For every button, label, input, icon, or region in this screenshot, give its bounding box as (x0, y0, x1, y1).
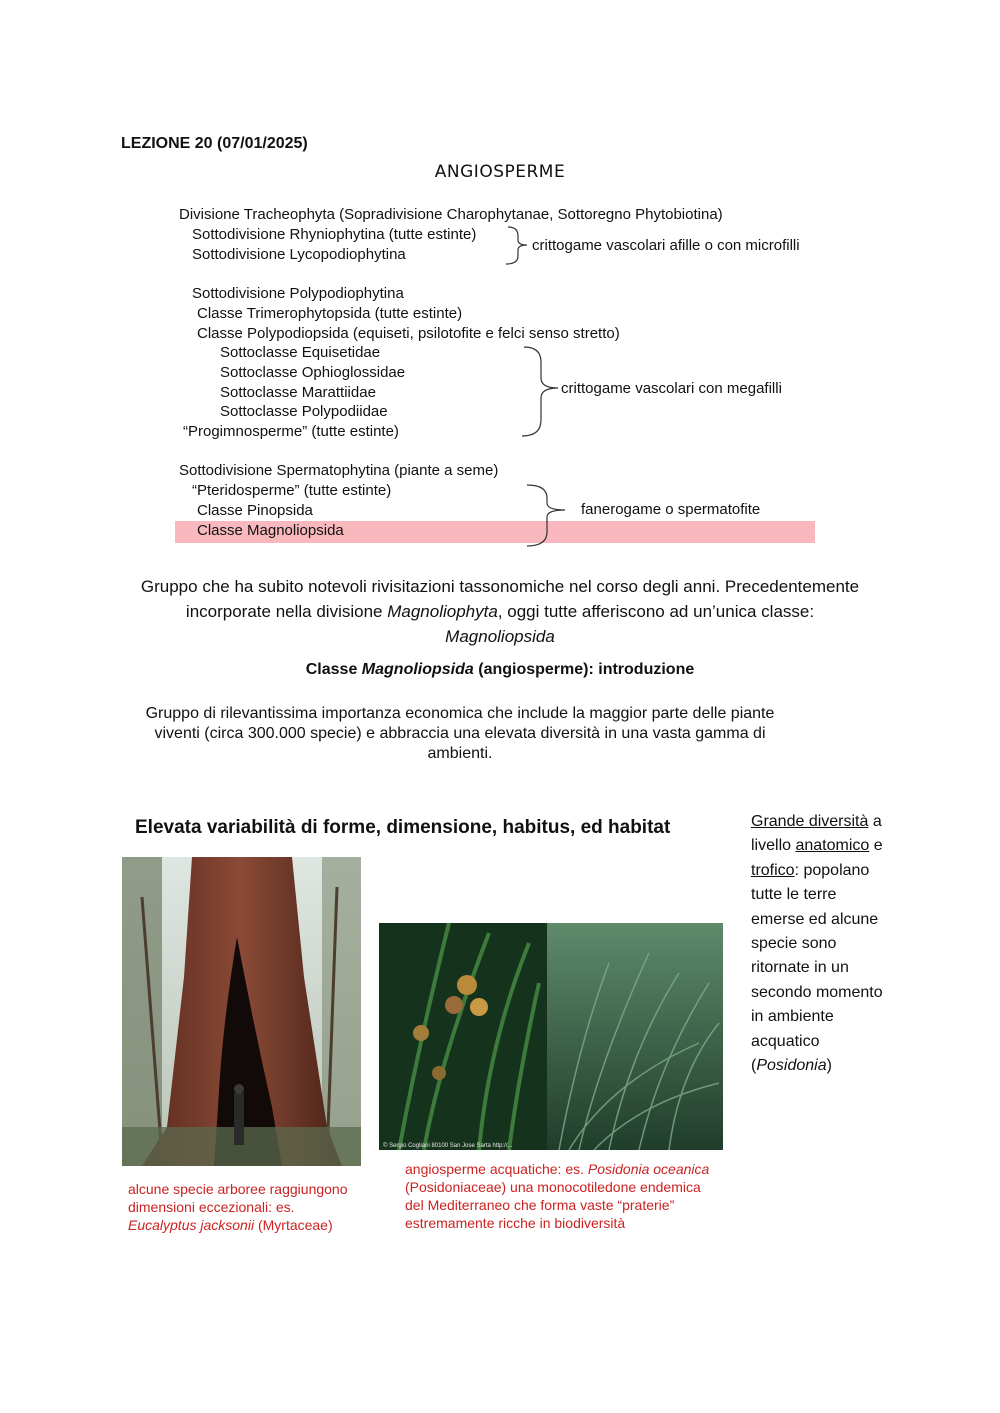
tax-line: Classe Trimerophytopsida (tutte estinte) (197, 305, 463, 322)
figure-title: Elevata variabilità di forme, dimensione, habitus, ed habitat (135, 817, 671, 838)
eucalyptus-photo (122, 857, 361, 1166)
caption-text: alcune specie arboree raggiungono dimensioni eccezionali: es. (128, 1181, 348, 1215)
side-text: ) (826, 1057, 832, 1075)
tax-line: Sottodivisione Polypodiophytina (192, 285, 404, 302)
topic-title: ANGIOSPERME (434, 162, 566, 182)
side-text: a livello (751, 813, 882, 855)
photo-credit: © Sergio Cogliani 80100 San Jose Sarta http://... (383, 1143, 513, 1149)
bracket-label: crittogame vascolari afille o con microfilli (532, 237, 800, 254)
tax-line: Sottoclasse Polypodiidae (220, 403, 388, 420)
side-text: : popolano tutte le terre emerse ed alcune specie sono ritornate in un secondo momento in ambiente acquatico ( (751, 861, 883, 1075)
tax-line: “Pteridosperme” (tutte estinte) (192, 482, 392, 499)
lesson-title: LEZIONE 20 (07/01/2025) (121, 135, 308, 152)
tax-line: Sottoclasse Ophioglossidae (220, 364, 406, 381)
caption-eucalyptus (128, 1180, 348, 1234)
tax-line: “Progimnosperme” (tutte estinte) (183, 423, 399, 440)
brace-lines (0, 0, 1000, 560)
section-heading (0, 661, 1000, 679)
tax-line: Sottodivisione Rhyniophytina (tutte estinte) (192, 226, 477, 243)
posidonia-photo (379, 923, 723, 1150)
tax-line: Sottodivisione Lycopodiophytina (192, 246, 406, 263)
note-text: Gruppo che ha subito notevoli rivisitazioni tassonomiche nel corso degli anni. Precedentemente incorporate nella divisione (140, 577, 860, 621)
tax-line: Divisione Tracheophyta (Sopradivisione Charophytanae, Sottoregno Phytobiotina) (179, 206, 723, 223)
side-text: e (869, 837, 883, 855)
intro-paragraph: Gruppo di rilevantissima importanza economica che include la maggior parte delle piante viventi (circa 300.000 specie) e abbraccia una elevata diversità in una vasta gamma di ambienti. (145, 705, 775, 762)
caption-italic: Eucalyptus jacksonii (128, 1217, 255, 1233)
side-italic: Posidonia (756, 1057, 827, 1075)
heading-italic: Magnoliopsida (361, 661, 474, 678)
caption-text: angiosperme acquatiche: es. (405, 1161, 588, 1177)
tax-line: Sottoclasse Marattiidae (220, 384, 376, 401)
caption-italic: Posidonia oceanica (587, 1161, 710, 1177)
taxonomy-note (130, 574, 870, 649)
side-note (751, 810, 886, 1078)
caption-posidonia (405, 1160, 715, 1232)
side-underline: anatomico (795, 837, 870, 855)
note-text: , oggi tutte afferiscono ad un’unica classe: (497, 602, 815, 621)
bracket-label: crittogame vascolari con megafilli (561, 380, 782, 397)
heading-text: (angiosperme): introduzione (473, 661, 695, 678)
side-underline: Grande diversità (751, 813, 869, 830)
tax-line: Classe Polypodiopsida (equiseti, psilotofite e felci senso stretto) (197, 325, 620, 342)
caption-text: (Posidoniaceae) una monocotiledone endemica del Mediterraneo che forma vaste “praterie” estremamente ricche in biodiversità (405, 1179, 701, 1231)
side-underline: trofico (751, 861, 795, 879)
tax-line: Sottoclasse Equisetidae (220, 344, 381, 361)
heading-text: Classe (305, 661, 362, 678)
tax-line: Sottodivisione Spermatophytina (piante a seme) (179, 462, 499, 479)
caption-text: (Myrtaceae) (254, 1217, 333, 1233)
note-italic: Magnoliophyta (387, 602, 498, 621)
note-italic: Magnoliopsida (445, 627, 555, 646)
tax-line: Classe Pinopsida (197, 502, 313, 519)
tax-line: Classe Magnoliopsida (197, 522, 344, 539)
bracket-label: fanerogame o spermatofite (581, 501, 761, 518)
